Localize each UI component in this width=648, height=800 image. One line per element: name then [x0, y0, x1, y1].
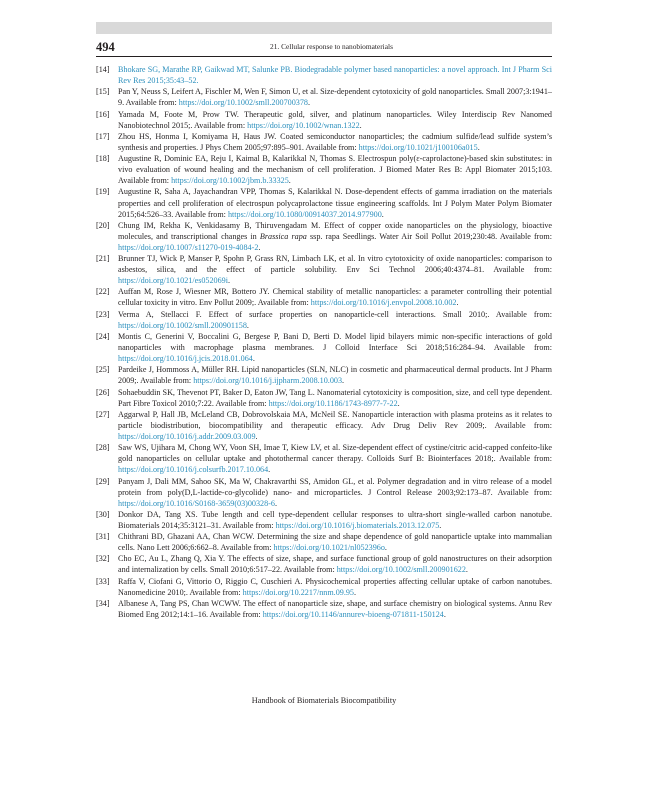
reference-item — [96, 476, 552, 509]
reference-text: Zhou HS, Honma I, Komiyama H, Haus JW. Coated semiconductor nanoparticles; the cadmium sulfide/lead sulfide system’s synthesis and properties. J Phys Chem 2005;97:895–901. Available from: — [118, 131, 552, 152]
reference-text: Chung IM, Rekha K, Venkidasamy B, Thiruvengadam M. Effect of copper oxide nanoparticles on the physiology, bioactive molecules, and transcriptional changes in — [118, 220, 552, 241]
reference-number: [28] — [96, 443, 110, 453]
reference-number: [27] — [96, 409, 110, 419]
reference-number: [14] — [96, 65, 110, 74]
reference-item — [96, 553, 552, 575]
reference-text: Montis C, Generini V, Boccalini G, Bergese P, Bani D, Berti D. Model lipid bilayers mimic non-specific interactions of gold nanoparticles with macrophage plasma membranes. J Colloid Interface Sci 2018;516:284–94. Available from: — [118, 332, 552, 353]
doi-link[interactable]: https://doi.org/10.1002/jbm.b.33325 — [171, 176, 289, 186]
reference-text: Donkor DA, Tang XS. Tube length and cell type-dependent cellular responses to ultra-short single-walled carbon nanotube. Biomaterials 2014;35:3121–31. Available from: — [118, 509, 552, 530]
doi-link[interactable]: https://doi.org/10.1002/wnan.1322 — [247, 120, 360, 130]
reference-text: Saw WS, Ujihara M, Chong WY, Voon SH, Imae T, Kiew LV, et al. Size-dependent effect of cystine/citric acid-capped confeito-like gold nanoparticles on cellular uptake and photothermal cancer therapy. Colloids Surf B: Biointerfaces 2018;. Available from: — [118, 443, 552, 464]
reference-number: [25] — [96, 365, 110, 375]
reference-number: [26] — [96, 387, 110, 397]
reference-item — [96, 509, 552, 531]
reference-item — [96, 86, 552, 108]
reference-text: . — [307, 98, 310, 108]
reference-item — [96, 286, 552, 308]
reference-number: [17] — [96, 131, 110, 141]
reference-item — [96, 64, 552, 86]
reference-number: [19] — [96, 187, 110, 197]
reference-number: [21] — [96, 254, 110, 264]
reference-text: Verma A, Stellacci F. Effect of surface properties on nanoparticle-cell interactions. Small 2010;. Available from: — [118, 309, 552, 319]
reference-list — [96, 64, 552, 620]
reference-number: [16] — [96, 109, 110, 119]
page-number: 494 — [96, 40, 115, 54]
doi-link[interactable]: https://doi.org/10.1016/j.ijpharm.2008.10.003 — [193, 376, 343, 386]
reference-text: ssp. rapa Seedlings. Water Air Soil Pollut 2019;230:48. Available from: — [306, 231, 553, 241]
reference-text: . — [255, 431, 258, 441]
reference-item — [96, 220, 552, 253]
reference-text: . — [342, 376, 345, 386]
doi-link[interactable]: https://doi.org/10.1016/j.envpol.2008.10.002 — [310, 298, 457, 308]
reference-text: Aggarwal P, Hall JB, McLeland CB, Dobrovolskaia MA, McNeil SE. Nanoparticle interaction with plasma proteins as it relates to particle biodistribution, biocompatibility and therapeutic efficacy. Adv Drug Deliv Rev 2009;. Available from: — [118, 409, 552, 430]
reference-item — [96, 331, 552, 364]
reference-text: Albanese A, Tang PS, Chan WCWW. The effect of nanoparticle size, shape, and surface chemistry on biological systems. Annu Rev Biomed Eng 2012;14:1–16. Available from: — [118, 599, 552, 620]
reference-text: . — [288, 176, 291, 186]
reference-text: . — [477, 142, 480, 152]
doi-link[interactable]: Bhokare SG, Marathe RP, Gaikwad MT, Salunke PB. Biodegradable polymer based nanoparticles: a novel approach. Int J Pharm Sci Rev Res 2015;35:43–52. — [118, 65, 552, 86]
reference-text: . — [439, 520, 442, 530]
doi-link[interactable]: https://doi.org/10.1002/smll.200901158 — [118, 320, 247, 330]
doi-link[interactable]: https://doi.org/10.1016/S0168-3659(03)00328-6 — [118, 498, 275, 508]
reference-text: Panyam J, Dali MM, Sahoo SK, Ma W, Chakravarthi SS, Amidon GL, et al. Polymer degradation and in vitro release of a model protein from poly(D,L-lactide-co-glycolide) nano- and microparticles. J Control Release 2003;92:173–87. Available from: — [118, 476, 552, 497]
doi-link[interactable]: https://doi.org/10.1007/s11270-019-4084-2 — [118, 242, 259, 252]
reference-text: . — [252, 354, 255, 364]
reference-text: Augustine R, Dominic EA, Reju I, Kaimal B, Kalarikkal N, Thomas S. Electrospun poly(ε-caprolactone)-based skin substitutes: in vivo evaluation of wound healing and the mechanism of cell proliferation. J Biomed Mater Res B: Appl Biomater 2015;103. Available from: — [118, 154, 552, 186]
reference-item — [96, 387, 552, 409]
reference-item — [96, 531, 552, 553]
doi-link[interactable]: https://doi.org/10.1021/j100106a015 — [358, 142, 478, 152]
reference-number: [32] — [96, 554, 110, 564]
reference-text: . — [397, 398, 400, 408]
book-title-footer: Handbook of Biomaterials Biocompatibility — [251, 696, 397, 705]
reference-text: Raffa V, Ciofani G, Vittorio O, Riggio C, Cuschieri A. Physicochemical properties affecting cellular uptake of carbon nanotubes. Nanomedicine 2010;. Available from: — [118, 576, 552, 597]
reference-text: . — [228, 276, 231, 286]
reference-text: Cho EC, Au L, Zhang Q, Xia Y. The effects of size, shape, and surface functional group of gold nanostructures on their adsorption and internalization by cells. Small 2010;6:517–22. Available from: — [118, 554, 552, 575]
reference-number: [24] — [96, 332, 110, 341]
doi-link[interactable]: https://doi.org/10.1021/nl052396o — [273, 543, 385, 553]
doi-link[interactable]: https://doi.org/10.1186/1743-8977-7-22 — [268, 398, 398, 408]
doi-link[interactable]: https://doi.org/10.2217/nnm.09.95 — [242, 587, 354, 597]
reference-item — [96, 186, 552, 219]
reference-text: Pardeike J, Hommoss A, Müller RH. Lipid nanoparticles (SLN, NLC) in cosmetic and pharmaceutical dermal products. Int J Pharm 2009;. Available from: — [118, 365, 552, 386]
reference-number: [33] — [96, 576, 110, 586]
chapter-title: 21. Cellular response to nanobiomaterials — [270, 42, 393, 51]
doi-link[interactable]: https://doi.org/10.1002/smll.200901622 — [336, 565, 466, 575]
doi-link[interactable]: https://doi.org/10.1146/annurev-bioeng-071811-150124 — [262, 610, 444, 620]
reference-text: Auffan M, Rose J, Wiesner MR, Bottero JY. Chemical stability of metallic nanoparticles: a parameter controlling their potential cellular toxicity in vitro. Env Pollut 2009;. Available from: — [118, 287, 552, 308]
reference-item — [96, 253, 552, 286]
reference-text: Sohaebuddin SK, Thevenot PT, Baker D, Eaton JW, Tang L. Nanomaterial cytotoxicity is composition, size, and cell type dependent. Part Fibre Toxicol 2010;7:22. Available from: — [118, 387, 552, 408]
reference-text: Pan Y, Neuss S, Leifert A, Fischler M, Wen F, Simon U, et al. Size-dependent cytotoxicity of gold nanoparticles. Small 2007;3:1941–9. Available from: — [118, 87, 552, 108]
reference-number: [31] — [96, 532, 110, 542]
reference-text: Yamada M, Foote M, Prow TW. Therapeutic gold, silver, and platinum nanoparticles. Wiley Interdiscip Rev Nanomed Nanobiotechnol 2015;. Available from: — [118, 109, 552, 130]
reference-text: Augustine R, Saha A, Jayachandran VPP, Thomas S, Kalarikkal N. Dose-dependent effects of gamma irradiation on the materials properties and cell proliferation of electrospun polycaprolactone tissue engineering scaffolds. Int J Polym Mater Polym Biomater 2015;64:526–33. Available from: — [118, 187, 552, 219]
species-name: Brassica rapa — [259, 231, 307, 241]
reference-text: Chithrani BD, Ghazani AA, Chan WCW. Determining the size and shape dependence of gold nanoparticle uptake into mammalian cells. Nano Lett 2006;6:662–8. Available from: — [118, 532, 552, 553]
reference-item — [96, 109, 552, 131]
reference-text: Brunner TJ, Wick P, Manser P, Spohn P, Grass RN, Limbach LK, et al. In vitro cytotoxicity of oxide nanoparticles: comparison to asbestos, silica, and the effect of particle solubility. Env Sci Technol 2006;40:4374–81. Available from: — [118, 254, 552, 275]
reference-text: . — [381, 209, 384, 219]
reference-number: [23] — [96, 309, 110, 319]
reference-item — [96, 409, 552, 442]
reference-text: . — [246, 320, 249, 330]
doi-link[interactable]: https://doi.org/10.1021/es052069i — [118, 276, 228, 286]
reference-number: [20] — [96, 220, 110, 230]
header-bar — [96, 22, 552, 34]
reference-number: [34] — [96, 599, 110, 608]
reference-text: . — [359, 120, 362, 130]
reference-item — [96, 309, 552, 331]
header-rule — [96, 56, 552, 57]
reference-text: . — [456, 298, 459, 308]
reference-item — [96, 576, 552, 598]
reference-text: . — [258, 242, 261, 252]
doi-link[interactable]: https://doi.org/10.1080/00914037.2014.977900 — [227, 209, 382, 219]
reference-item — [96, 153, 552, 186]
reference-text: . — [465, 565, 468, 575]
reference-number: [15] — [96, 87, 110, 97]
reference-text: . — [268, 465, 271, 475]
reference-number: [30] — [96, 509, 110, 519]
reference-text: . — [274, 498, 277, 508]
reference-text: . — [384, 543, 387, 553]
reference-text: . — [443, 610, 446, 620]
doi-link[interactable]: https://doi.org/10.1016/j.jcis.2018.01.064 — [118, 354, 253, 364]
reference-number: [22] — [96, 287, 110, 297]
reference-item — [96, 442, 552, 475]
doi-link[interactable]: https://doi.org/10.1002/smll.200700378 — [178, 98, 308, 108]
reference-item — [96, 131, 552, 153]
reference-item — [96, 364, 552, 386]
doi-link[interactable]: https://doi.org/10.1016/j.addr.2009.03.009 — [118, 431, 256, 441]
reference-number: [29] — [96, 476, 110, 486]
doi-link[interactable]: https://doi.org/10.1016/j.biomaterials.2013.12.075 — [275, 520, 440, 530]
reference-item — [96, 598, 552, 620]
reference-number: [18] — [96, 154, 110, 164]
reference-text: . — [353, 587, 357, 597]
doi-link[interactable]: https://doi.org/10.1016/j.colsurfb.2017.10.064 — [118, 465, 269, 475]
running-header — [96, 40, 552, 54]
